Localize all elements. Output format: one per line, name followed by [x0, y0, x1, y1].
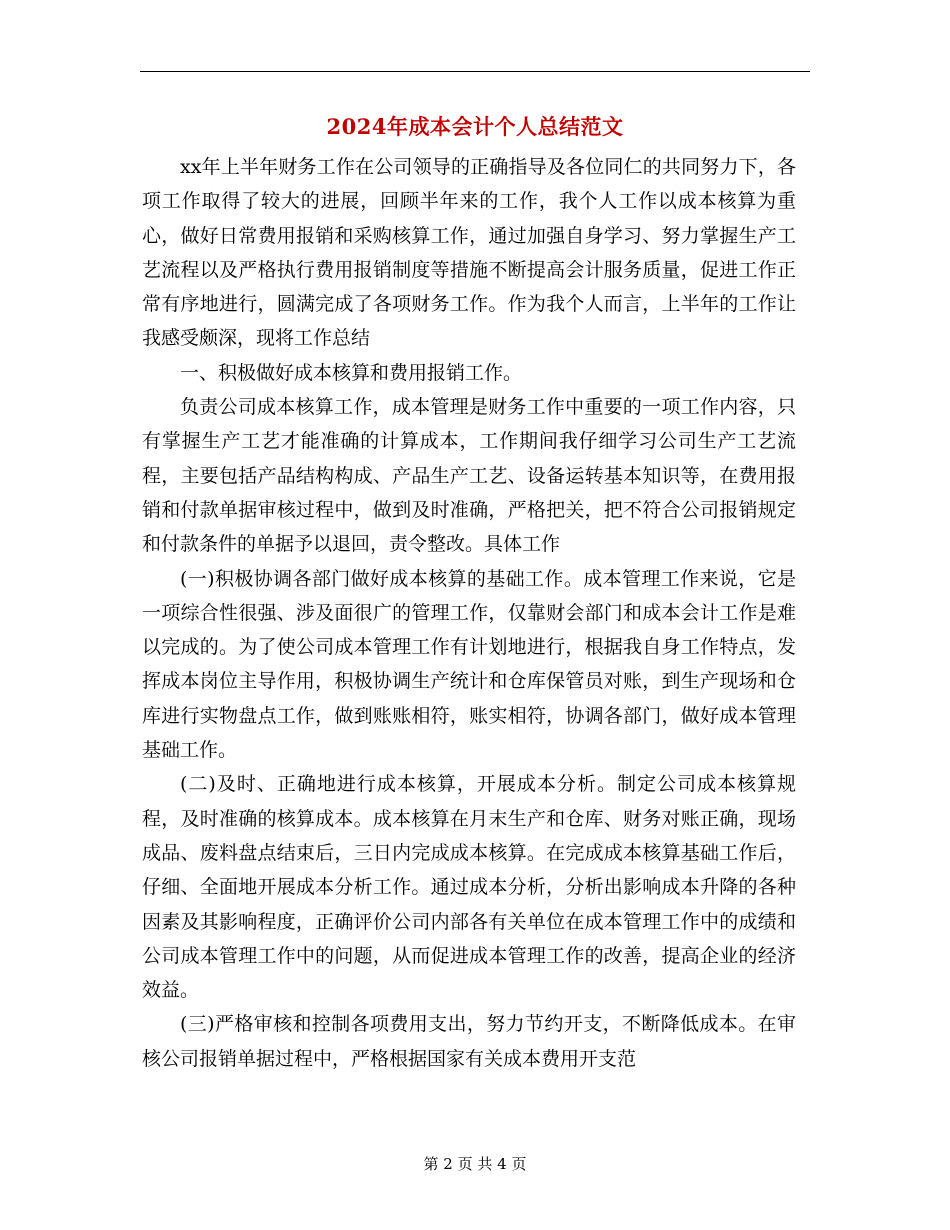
paragraph-item-1: (一)积极协调各部门做好成本核算的基础工作。成本管理工作来说，它是一项综合性很强、涉及面很广的管理工作，仅靠财会部门和成本会计工作是难以完成的。为了使公司成本管理工作有计划地进行，根据我自身工作特点，发挥成本岗位主导作用，积极协调生产统计和仓库保管员对账，到生产现场和仓库进行实物盘点工作，做到账账相符，账实相符，协调各部门，做好成本管理基础工作。 [142, 567, 796, 762]
paragraph-intro: xx年上半年财务工作在公司领导的正确指导及各位同仁的共同努力下，各项工作取得了较大的进展，回顾半年来的工作，我个人工作以成本核算为重心，做好日常费用报销和采购核算工作，通过加强自身学习、努力掌握生产工艺流程以及严格执行费用报销制度等措施不断提高会计服务质量，促进工作正常有序地进行，圆满完成了各项财务工作。作为我个人而言，上半年的工作让我感受颇深，现将工作总结 [142, 156, 796, 350]
paragraph-cost-accounting: 负责公司成本核算工作，成本管理是财务工作中重要的一项工作内容，只有掌握生产工艺才能准确的计算成本，工作期间我仔细学习公司生产工艺流程，主要包括产品结构构成、产品生产工艺、设备运转基本知识等，在费用报销和付款单据审核过程中，做到及时准确，严格把关，把不符合公司报销规定和付款条件的单据予以退回，责令整改。具体工作 [142, 396, 796, 556]
paragraph-item-2: (二)及时、正确地进行成本核算，开展成本分析。制定公司成本核算规程，及时准确的核算成本。成本核算在月末生产和仓库、财务对账正确，现场成品、废料盘点结束后，三日内完成成本核算。在完成成本核算基础工作后，仔细、全面地开展成本分析工作。通过成本分析，分析出影响成本升降的各种因素及其影响程度，正确评价公司内部各有关单位在成本管理工作中的成绩和公司成本管理工作中的问题，从而促进成本管理工作的改善，提高企业的经济效益。 [142, 773, 796, 1002]
document-body [142, 150, 796, 1076]
header-rule [140, 71, 810, 72]
paragraph-item-3: (三)严格审核和控制各项费用支出，努力节约开支，不断降低成本。在审核公司报销单据过程中，严格根据国家有关成本费用开支范 [142, 1013, 796, 1070]
page-number: 第 2 页 共 4 页 [423, 1155, 527, 1173]
section-heading-1: 一、积极做好成本核算和费用报销工作。 [180, 361, 523, 384]
document-title: 2024年成本会计个人总结范文 [326, 114, 624, 139]
